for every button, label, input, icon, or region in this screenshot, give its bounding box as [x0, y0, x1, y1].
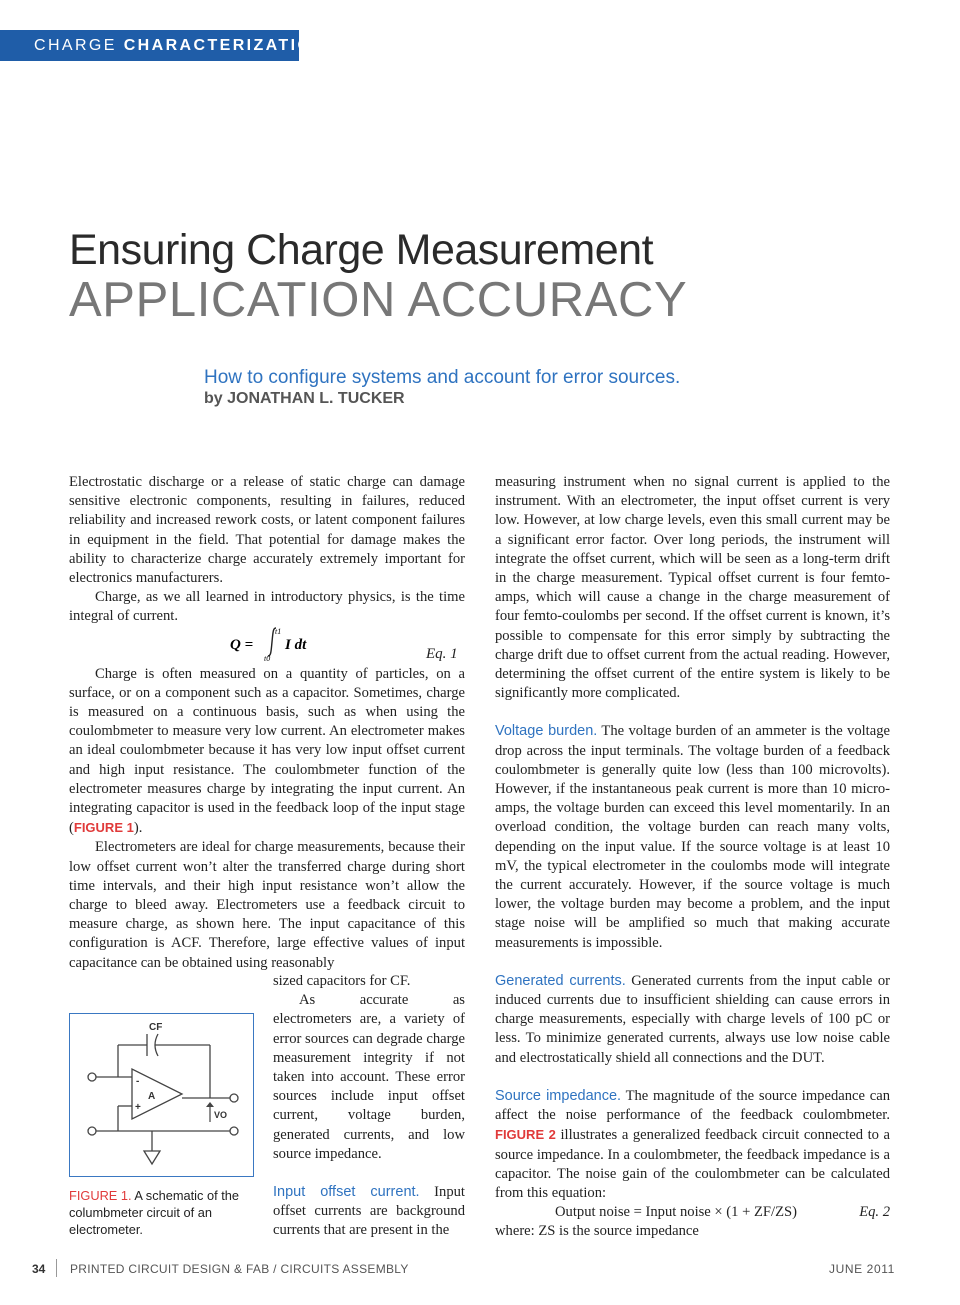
section-heading: Input offset current.: [273, 1184, 420, 1201]
headline-line1: Ensuring Charge Measurement: [69, 226, 654, 274]
figure-1-reference[interactable]: FIGURE 1: [73, 820, 134, 836]
figure-1: [69, 1013, 254, 1177]
equation-2-label: Eq. 2: [859, 1204, 890, 1221]
left-column-narrow: [273, 972, 465, 1241]
paragraph: Charge is often measured on a quantity of particles, on a surface, or on a component such as a capacitor. Sometimes, charge is measured on a continuous basis, such as when using the coulombmeter to measure very low current. An electrometer makes an ideal coulombmeter because it has very low input offset current and high input resistance. The coulombmeter function of the electrometer measures charge by integrating the input current. An integrating capacitor is used in the feedback loop of the input stage (FIGURE 1).: [69, 665, 465, 837]
coulombmeter-schematic: [70, 1014, 255, 1178]
equation-1-label: Eq. 1: [426, 646, 458, 662]
section-heading: Voltage burden.: [495, 723, 598, 740]
issue-date: JUNE 2011: [829, 1262, 895, 1276]
left-column: [69, 473, 465, 973]
minus-sign: -: [136, 1076, 140, 1087]
paragraph: Charge, as we all learned in introductory physics, is the time integral of current.: [69, 589, 465, 625]
equation-1: [228, 622, 328, 664]
figure-1-caption: FIGURE 1. A schematic of the columbmeter circuit of an electrometer.: [69, 1188, 239, 1237]
page-number: 34: [32, 1262, 46, 1276]
paragraph: where: ZS is the source impedance: [495, 1223, 699, 1240]
paragraph: Generated currents. Generated currents from the input cable or induced currents due to insufficient shielding can cause errors in charge measurements, especially with charge levels of 100 pC or less. To minimize generated currents, always use low noise cable and electrostatically shield all connections and the DUT.: [495, 972, 890, 1066]
publication-name: PRINTED CIRCUIT DESIGN & FAB / CIRCUITS ASSEMBLY: [70, 1262, 409, 1276]
paragraph: Source impedance. The magnitude of the source impedance can affect the noise performance of the feedback coulombmeter. FIGURE 2 illustrates a generalized feedback circuit connected to a source impedance. In a coulombmeter, the feedback impedance is a capacitor. The noise gain of the coulombmeter can be calculated from this equation:: [495, 1087, 890, 1201]
paragraph: Input offset current. Input offset currents are background currents that are present in the: [273, 1184, 465, 1239]
svg-text:t1: t1: [275, 627, 282, 636]
svg-text:Q =: Q =: [230, 637, 254, 653]
equation-2-text: Output noise = Input noise × (1 + ZF/ZS): [555, 1204, 797, 1221]
paragraph: Voltage burden. The voltage burden of an ammeter is the voltage drop across the input terminals. The voltage burden of a feedback coulombmeter is generally quite low (less than 100 microvolts). However, if the instantaneous peak current is more than 10 micro-amps, the voltage burden can exceed this level momentarily. In an overload condition, the voltage burden can reach many volts, depending on the input value. If the source voltage is at least 10 mV, the typical electrometer in the coulombs mode will integrate the current accurately. However, if the source voltage is much lower, the voltage burden may become a problem, and the input stage noise will be amplified so much that making accurate measurements is impossible.: [495, 723, 890, 951]
figure-2-reference[interactable]: FIGURE 2: [495, 1127, 556, 1143]
cf-label: CF: [149, 1022, 163, 1033]
paragraph: measuring instrument when no signal current is applied to the instrument. With an electrometer, the input offset current is very low. However, at low charge levels, even this small current may be a significant error factor. Over long periods, the instrument will integrate the offset current, which will be seen as a long-term drift in the charge measurement. Typical offset current is four femto-amps, which will cause a change in the charge measurement of four femto-coulombs per second. If the offset current is known, it’s possible to compensate for this error simply by subtracting the charge drift due to offset current from the actual reading. However, determining the offset current of the entire system is likely to be significantly more complicated.: [495, 474, 890, 702]
banner-bold: CHARACTERIZATION: [123, 37, 327, 54]
plus-sign: +: [135, 1102, 141, 1113]
footer-divider: [56, 1259, 57, 1277]
amp-label: A: [148, 1091, 156, 1102]
paragraph: Electrometers are ideal for charge measurements, because their low offset current won’t alter the transferred charge during short time intervals, and their high input resistance won’t allow the charge to bleed away. Electrometers use a feedback circuit to measure charge, as shown here. The input capacitance of this configuration is ACF. Therefore, large effective values of input capacitance can be obtained using reasonably: [69, 839, 465, 971]
banner-light: CHARGE: [34, 37, 117, 54]
vo-arrowhead: [206, 1102, 214, 1107]
svg-text:I dt: I dt: [285, 637, 307, 653]
headline-line2: APPLICATION ACCURACY: [69, 273, 688, 327]
paragraph: As accurate as electrometers are, a variety of error sources can degrade charge measurement integrity if not taken into account. These error sources include input offset current, voltage burden, generated currents, and low source impedance.: [273, 992, 465, 1162]
section-banner: [0, 30, 327, 61]
right-column: [495, 473, 890, 1242]
equation-2: [495, 1203, 890, 1222]
svg-text:t0: t0: [264, 654, 271, 663]
section-heading: Generated currents.: [495, 972, 626, 989]
byline: by JONATHAN L. TUCKER: [204, 390, 405, 407]
paragraph: Electrostatic discharge or a release of static charge can damage sensitive electronic components, resulting in failures, reduced reliability and increased rework costs, or latent component failures in equipment in the field. That potential for damage makes the ability to characterize charge accurately extremely important for electronics manufacturers.: [69, 474, 465, 587]
vo-label: VO: [214, 1110, 228, 1120]
section-heading: Source impedance.: [495, 1087, 622, 1104]
figure-1-label: FIGURE 1.: [69, 1188, 132, 1203]
subtitle: How to configure systems and account for error sources.: [204, 367, 681, 388]
paragraph: sized capacitors for CF.: [273, 973, 411, 989]
